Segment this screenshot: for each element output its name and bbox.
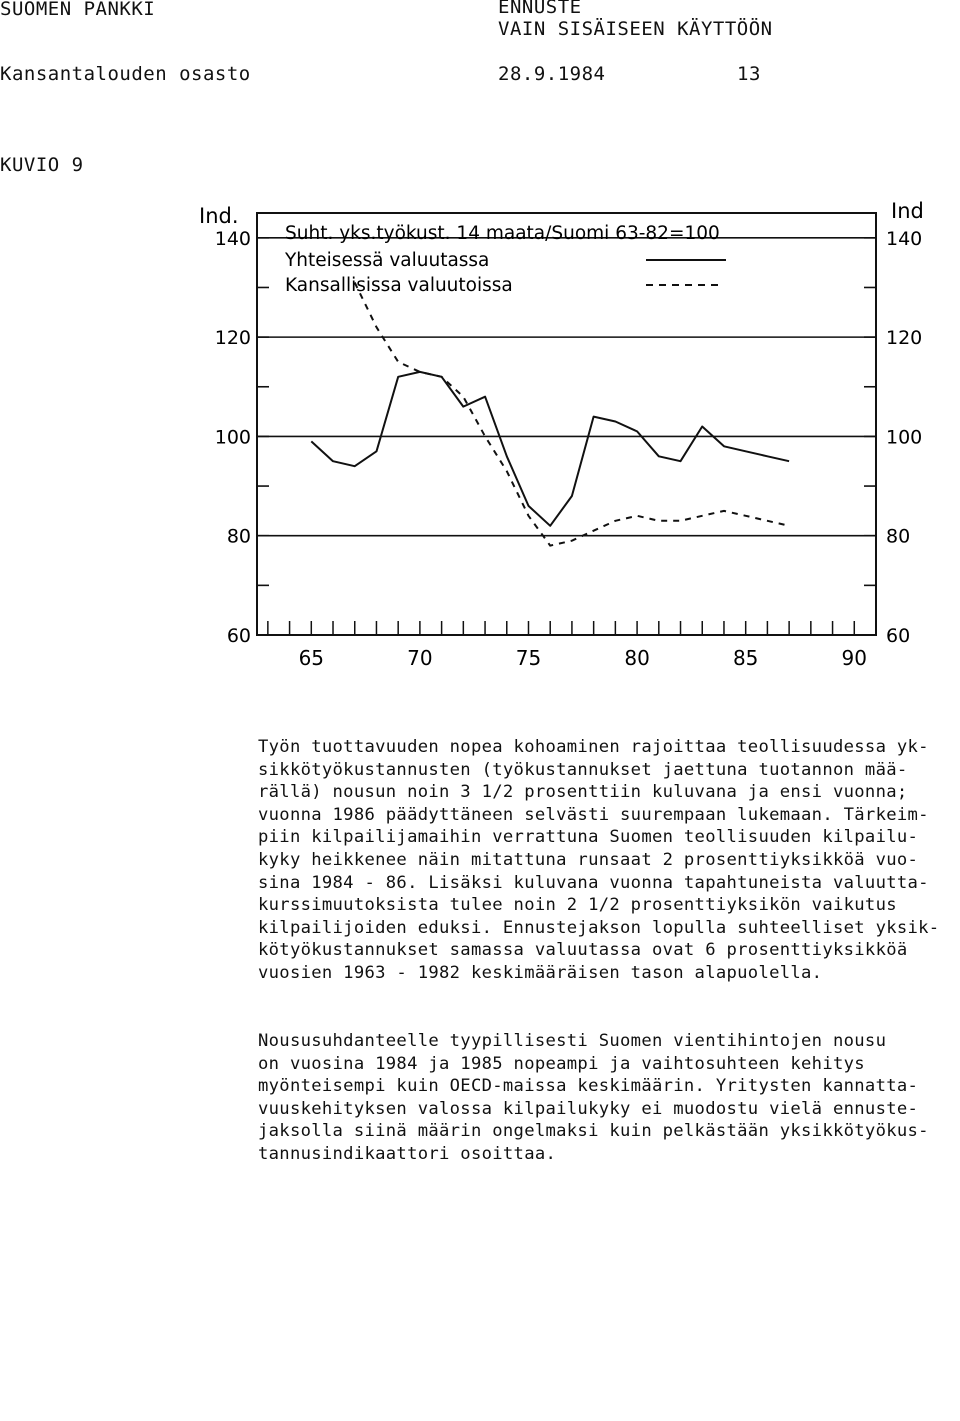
- text-line: piin kilpailijamaihin verrattuna Suomen teollisuuden kilpailu-: [258, 827, 919, 848]
- org-name: SUOMEN PANKKI: [0, 0, 156, 20]
- x-tick-label: 75: [515, 646, 542, 670]
- x-tick-label: 85: [732, 646, 759, 670]
- document-date: 28.9.1984: [498, 63, 606, 85]
- y-tick-label-right: 100: [886, 426, 923, 449]
- text-line: kötyökustannukset samassa valuutassa ovat 6 prosenttiyksikköä: [258, 940, 908, 961]
- forecast-label: ENNUSTE: [498, 0, 582, 18]
- x-tick-label: 70: [407, 646, 433, 670]
- paragraph-1: [258, 736, 948, 985]
- x-tick-label: 90: [841, 646, 868, 670]
- y-tick-label-left: 60: [226, 625, 251, 647]
- series-line-common-currency: [311, 372, 789, 526]
- page-number: 13: [737, 63, 761, 85]
- y-tick-label-left: 120: [214, 327, 251, 350]
- series-line-national-currencies: [355, 283, 789, 546]
- text-line: vuuskehityksen valossa kilpailukyky ei muodostu vielä ennuste-: [258, 1098, 919, 1119]
- text-line: kyky heikkenee näin mitattuna runsaat 2 prosenttiyksikköä vuo-: [258, 849, 919, 870]
- chart: [0, 0, 960, 700]
- left-axis-label: Ind.: [199, 204, 239, 228]
- text-line: kilpailijoiden eduksi. Ennustejakson lopulla suhteelliset yksik-: [258, 917, 940, 938]
- legend-entry-solid: [284, 250, 726, 271]
- text-line: tannusindikaattori osoittaa.: [258, 1143, 557, 1164]
- text-line: sikkötyökustannusten (työkustannukset jaettuna tuotannon mää-: [258, 759, 908, 780]
- y-tick-label-right: 80: [886, 525, 911, 548]
- text-line: Noususuhdanteelle tyypillisesti Suomen vientihintojen nousu: [258, 1031, 887, 1051]
- text-line: rällä) nousun noin 3 1/2 prosenttiin kuluvana ja ensi vuonna;: [258, 782, 908, 803]
- text-line: sina 1984 - 86. Lisäksi kuluvana vuonna tapahtuneista valuutta-: [258, 872, 929, 893]
- x-tick-label: 80: [624, 646, 650, 670]
- text-line: kurssimuutoksista tulee noin 2 1/2 prosenttiyksikön vaikutus: [258, 895, 897, 916]
- y-tick-label-left: 140: [214, 227, 251, 250]
- text-line: vuosien 1963 - 1982 keskimääräisen tason alapuolella.: [258, 962, 823, 983]
- paragraph-2: [258, 1030, 948, 1166]
- internal-use-label: VAIN SISÄISEEN KÄYTTÖÖN: [498, 18, 773, 40]
- department-name: Kansantalouden osasto: [0, 63, 251, 85]
- legend-title: Suht. yks.työkust. 14 maata/Suomi 63-82=100: [285, 223, 720, 244]
- x-tick-label: 65: [298, 646, 325, 670]
- y-tick-label-left: 80: [226, 525, 251, 548]
- text-line: Työn tuottavuuden nopea kohoaminen rajoittaa teollisuudessa yk-: [258, 737, 929, 757]
- text-line: myönteisempi kuin OECD-maissa keskimäärin. Yritysten kannatta-: [258, 1076, 919, 1097]
- legend-entry-dashed: [285, 275, 724, 296]
- right-axis-label: Ind: [891, 199, 924, 223]
- text-line: vuonna 1986 päädyttäneen selvästi suurempaan lukemaan. Tärkeim-: [258, 804, 929, 825]
- y-tick-label-left: 100: [214, 426, 251, 449]
- text-line: on vuosina 1984 ja 1985 nopeampi ja vaihtosuhteen kehitys: [258, 1053, 865, 1074]
- figure-label: KUVIO 9: [0, 154, 84, 176]
- y-tick-label-right: 60: [886, 625, 911, 647]
- y-tick-label-right: 140: [886, 227, 923, 250]
- text-line: jaksolla siinä määrin ongelmaksi kuin pelkästään yksikkötyökus-: [258, 1121, 929, 1142]
- y-tick-label-right: 120: [886, 327, 923, 350]
- legend-solid-label: Yhteisessä valuutassa: [285, 250, 490, 271]
- legend-dashed-label: Kansallisissa valuutoissa: [285, 275, 513, 296]
